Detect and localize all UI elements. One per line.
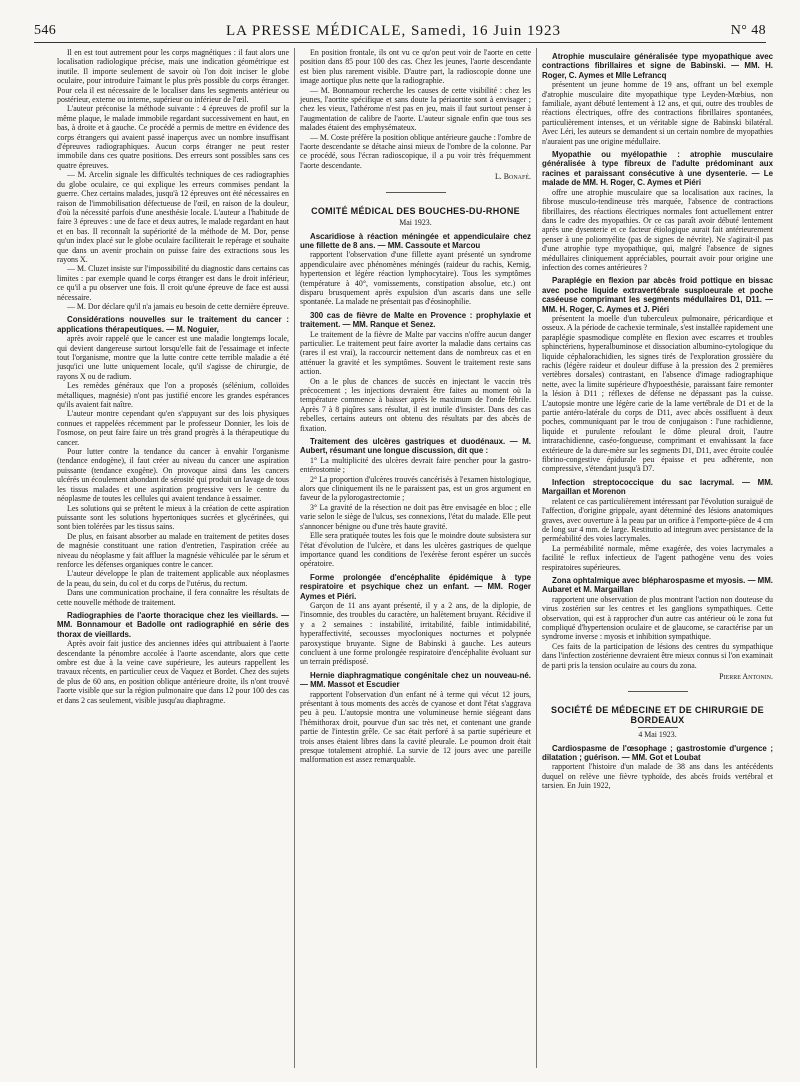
article-title: Zona ophtalmique avec blépharospasme et myosis. — MM. Aubaret et M. Margaillan <box>542 575 773 595</box>
paragraph: Ces faits de la participation de lésions des centres du sympathique dans l'infection zostérienne devraient être mieux connus si l'on examinait de parti pris la tension oculaire au cours du zona. <box>542 641 773 670</box>
paragraph: Dans une communication prochaine, il fera connaître les résultats de cette nouvelle méthode de traitement. <box>57 588 289 607</box>
article-title: Myopathie ou myélopathie : atrophie musculaire généralisée à type fibreux de l'adulte prédominant aux racines et paraissant consécutive à une dysenterie. — Le malade de MM. H. Roger, C. Aymes et Piéri <box>542 150 773 188</box>
paragraph: En position frontale, ils ont vu ce qu'on peut voir de l'aorte en cette position dans 85 pour 100 des cas. Chez les jeunes, l'aorte descendante est bien plus rarement visible. D'autre part, la radioscopie donne une image aortique plus nette que la radiographie. <box>300 48 531 86</box>
article-title: Atrophie musculaire généralisée type myopathique avec contractions fibrillaires et signe de Babinski. — MM. H. Roger, C. Aymes et Mlle Lefrancq <box>542 52 773 80</box>
page-number: 546 <box>34 23 57 38</box>
column-1 <box>52 48 294 1068</box>
paragraph: présentent la moelle d'un tuberculeux pulmonaire, péricardique et osseux. A la période de cachexie terminale, s'est installée rapidement une paraplégie spasmodique complète en flexion avec escarres et troubles sphinctériens, hyperalbuminose et dissociation albumino-cytologique du liquide céphalorachidien, les signes tirés de l'exploration grossière du rachis (légère raideur et douleur diffuse à la pression des 2 premières vertèbres dorsales) contrastant, en l'absence d'image radiographique nette, avec la limite supérieure d'hypoesthésie, paraissant faire remonter la lésion à D11 ; réflexes de défense ne dépassant pas la cuisse. L'autopsie montre une légère carie de la lame vertébrale de D1 et de la partie antéro-latérale du corps de D11, avec abcès ossifluent à deux poches, communiquant par le trou de conjugaison : l'une rachidienne, liquide et purulente refoulant le dôme pleural droit, l'autre intrarachidienne, caséo-fongueuse, comprimant et envahissant la face extérieure de la dure-mère sur les segments D1, D11, avec étroite coulée fibrino-congestive épidurale peu épaisse et peu adhérente, non compressive, s'étendant jusqu'à D7. <box>542 313 773 474</box>
paragraph: après avoir rappelé que le cancer est une maladie longtemps locale, qui devient dangereuse surtout lorsqu'elle fait de l'essaimage et infecte tout l'organisme, montre que la lutte contre cette terrible maladie a été jusqu'ici une lutte uniquement locale, qu'il s'agisse de chirurgie, de rayons X ou de radium. <box>57 334 289 381</box>
paragraph: L'auteur développe le plan de traitement applicable aux néoplasmes de la peau, du sein, du col et du corps de l'utérus, du rectum. <box>57 569 289 588</box>
paragraph: Le traitement de la fièvre de Malte par vaccins n'offre aucun danger particulier. Le traitement peut faire avorter la maladie dans certains cas (rares il est vrai), la raccourcir nettement dans de nombreux cas et en atténuer la gravité et les symptômes. Souvent le traitement reste sans action. <box>300 329 531 377</box>
paragraph: — M. Coste préfère la position oblique antérieure gauche : l'ombre de l'aorte descendante se détache ainsi mieux de l'ombre de la colonne. Par ce procédé, sous l'écran radioscopique, il a pu voir très fréquemment l'aorte descendante. <box>300 132 531 170</box>
paragraph: 1° La multiplicité des ulcères devrait faire pencher pour la gastro-entérostomie ; <box>300 455 531 475</box>
author-signature: L. Bonafé. <box>494 172 531 182</box>
article-title: Forme prolongée d'encéphalite épidémique à type respiratoire et psychique chez un enfant. — MM. Roger Aymes et Piéri. <box>300 572 531 601</box>
paragraph: rapportent l'observation d'un enfant né à terme qui vécut 12 jours, présentant à tous moments des accès de cyanose et dont l'état s'aggrava peu à peu. L'autopsie montra une volumineuse hernie siégeant dans l'hémithorax droit, pourvue d'un sac très net, et contenant une grande partie de l'intestin grêle. Ce sac était perforé à sa partie supérieure et trois anses étaient libres dans la cavité pleurale. Le poumon droit était presque totalement atrophié. La survie de 12 jours avec une pareille malformation est assez remarquable. <box>300 689 531 765</box>
paragraph: relatent ce cas particulièrement intéressant par l'évolution suraiguë de l'affection, d'origine grippale, ayant déterminé des lésions anatomiques graves, avec ouverture à la peau par un orifice à l'emporte-pièce de 4 cm de long sur 4 mm. de large. Restitutio ad integrum avec persistance de la perméabilité des voies lacrymales. <box>542 496 773 544</box>
paragraph: offre une atrophie musculaire que sa localisation aux racines, la fibrose musculo-tendineuse très marquée, l'absence de contractions fibrillaires, des réactions électriques normales font actuellement entrer dans le cadre des myopathies. Or ce cas paraît avoir débuté lentement après une dysenterie et ce facteur étiologique aurait fait antérieurement penser à une poliomyélite (pas de signes de névrite). Ne s'agirait-il pas d'une atrophie type myopathique, qui, malgré l'absence de signes médullaires cliniquement appréciables, pourrait avoir pour origine une infection des cornes antérieures ? <box>542 187 773 272</box>
column-2 <box>294 48 536 1068</box>
article-title: 300 cas de fièvre de Malte en Provence : prophylaxie et traitement. — MM. Ranque et Senez. <box>300 310 531 330</box>
author-signature: Pierre Antonin. <box>719 672 773 681</box>
header-rule <box>34 42 766 43</box>
article-title: Infection streptococcique du sac lacrymal. — MM. Margaillan et Morenon <box>542 477 773 497</box>
article-title: Ascaridiose à réaction méningée et appendiculaire chez une fillette de 8 ans. — MM. Cassoute et Marcou <box>300 231 531 250</box>
paragraph: — M. Cluzet insiste sur l'impossibilité du diagnostic dans certains cas limites : par exemple quand le corps étranger est dans le droit inférieur, ce qu'il a pu observer une fois. Il croit qu'une épreuve de face est aussi nécessaire. <box>57 264 289 302</box>
article-title: Considérations nouvelles sur le traitement du cancer : applications thérapeutiques. — M. Noguier, <box>57 315 289 334</box>
paragraph: La perméabilité normale, même exagérée, des voies lacrymales a facilité le reflux infectieux de l'agent pathogène venu des voies respiratoires supérieures. <box>542 543 773 572</box>
paragraph: 3° La gravité de la résection ne doit pas être envisagée en bloc ; elle varie selon le siège de l'ulcus, ses connexions, l'état du malade. Elle peut s'annoncer bénigne ou d'une très haute gravité. <box>300 502 531 531</box>
paragraph: — M. Dor déclare qu'il n'a jamais eu besoin de cette dernière épreuve. <box>67 301 289 311</box>
paragraph: Les remèdes généraux que l'on a proposés (sélénium, colloïdes métalliques, magnésie) n'ont pas justifié encore les grandes espérances qu'ils avaient fait naître. <box>57 381 289 410</box>
paragraph: L'auteur montre cependant qu'en s'appuyant sur des lois physiques connues et rappelées récemment par le professeur Donnier, les lois de l'osmose, on peut faire faire un très grand progrès à la thérapeutique du cancer. <box>57 409 289 447</box>
article-title: Cardiospasme de l'œsophage ; gastrostomie d'urgence ; dilatation ; guérison. — MM. Got et Loubat <box>542 743 773 763</box>
paragraph: rapportent l'histoire d'un malade de 38 ans dans les antécédents duquel on relève une fièvre typhoïde, des abcès froids vertébral et tarsien. En Juin 1922, <box>542 762 773 791</box>
section-date: Mai 1923. <box>399 218 432 228</box>
paragraph: — M. Bonnamour recherche les causes de cette visibilité : chez les jeunes, l'aortite spécifique et sans doute la périaortite sont à envisager ; chez les vieux, l'athérome n'est pas en jeu, mais il faut surtout penser à l'augmentation de calibre de l'aorte. L'auteur signale enfin que tous ses malades étaient des emphysémateux. <box>300 85 531 133</box>
article-title: Radiographies de l'aorte thoracique chez les vieillards. — MM. Bonnamour et Badolle ont radiographié en série des thorax de vieillards. <box>57 610 289 639</box>
article-title: Paraplégie en flexion par abcès froid pottique en bissac avec poche liquide extravertébrale susploeurale et poche caséeuse comprimant les segments médullaires D1, D11. — MM. H. Roger, C. Aymes et J. Piéri <box>542 276 773 314</box>
paragraph: Après avoir fait justice des anciennes idées qui attribuaient à l'aorte descendante la pénombre accolée à l'aorte ascendante, alors que cette ombre est due à la veine cave supérieure, les auteurs rappellent les travaux récents, en particulier ceux de Vaquez et Bordet. Chez des sujets de plus de 60 ans, en position oblique antérieure droite, ils n'ont trouvé l'aorte visible que sur la région pulmonaire que dans 12 pour 100 des cas et dans 2 cas seulement, visible jusqu'au diaphragme. <box>57 639 289 705</box>
article-title: Hernie diaphragmatique congénitale chez un nouveau-né. — MM. Massot et Escudier <box>300 670 531 690</box>
article-title: Traitement des ulcères gastriques et duodénaux. — M. Aubert, résumant une longue discussion, dit que : <box>300 437 531 456</box>
column-3 <box>536 48 778 1068</box>
paragraph: On a le plus de chances de succès en injectant le vaccin très précocement ; les injections devraient être faites au moment où la température commence à baisser après le maximum de l'onde fébrile. Après 7 à 8 piqûres sans résultat, il est inutile d'insister. Dans des cas rebelles, certains auteurs ont obtenu des résultats par des abcès de fixation. <box>300 376 531 433</box>
section-divider <box>628 691 688 692</box>
paragraph: rapportent l'observation d'une fillette ayant présenté un syndrome appendiculaire avec phénomènes méningés (raideur du rachis, Kernig, hypertension et légère réaction lymphocytaire). Tous les symptômes (température à 40°, vomissements, constipation absolue, etc.) ont disparu brusquement après expulsion d'un ascaris dans une selle spontanée. La malade ne présentait pas d'éosinophilie. <box>300 250 531 307</box>
section-heading: COMITÉ MÉDICAL DES BOUCHES-DU-RHONE <box>311 205 520 216</box>
paragraph: Les solutions qui se prêtent le mieux à la création de cette aspiration puissante sont les solutions hypertoniques sucrées et glycérinées, qui sont bien tolérées par les tissus sains. <box>57 503 289 532</box>
paragraph: Garçon de 11 ans ayant présenté, il y a 2 ans, de la diplopie, de l'insomnie, des troubles du caractère, un halètement bruyant. Récidive il y a 2 semaines : instabilité, irritabilité, faible intimidabilité, hyperaffectivité, secousses myocloniques nocturnes et polypnée paroxystique bruyante. Signe de Babinski à gauche. Les auteurs concluent à une forme prolongée respiratoire d'encéphalite évoluant sur un terrain prédisposé. <box>300 600 531 667</box>
section-date: 4 Mai 1923. <box>638 730 677 740</box>
paragraph: 2° La proportion d'ulcères trouvés cancérisés à l'examen histologique, alors que cliniquement ils ne le paraissent pas, est un gros argument en faveur de la pylorogastrectomie ; <box>300 474 531 503</box>
page-header <box>34 20 766 42</box>
paragraph: — M. Arcelin signale les difficultés techniques de ces radiographies du globe oculaire, ce qui explique les erreurs commises pendant la guerre. Chez certains malades, jusqu'à 12 épreuves ont été nécessaires en raison de l'immobilisation défectueuse de l'œil, en raison de la douleur, d'où la nécessité parfois d'une anesthésie locale. L'auteur a l'habitude de faire 3 épreuves : une de face et deux autres, le malade regardant en haut et en bas. Il reconnaît la supériorité de la méthode de M. Dor, pense qu'un index placé sur le globe oculaire faciliterait le repérage et souhaite que dans un avenir prochain on puisse faire des extractions sous les rayons X. <box>57 170 289 264</box>
paragraph: Elle sera pratiquée toutes les fois que le moindre doute subsistera sur l'état d'évolution de l'ulcère, et dans les ulcères gastriques de quelque importance quand les conditions de l'exérèse feront espérer un succès opératoire. <box>300 531 531 569</box>
article-columns <box>52 48 778 1068</box>
paragraph: L'auteur préconise la méthode suivante : 4 épreuves de profil sur la même plaque, le malade immobile regardant successivement en haut, en bas, à droite et à gauche. Ce procédé a permis de mettre en évidence des corps étrangers qui avaient passé inaperçus avec un nombre insuffisant d'épreuves radiographiques. Aucun corps étranger ne peut rester immobile dans ces quatre positions. Des erreurs sont possibles sans ces quatre épreuves. <box>57 104 289 170</box>
paragraph: De plus, en faisant absorber au malade en traitement de petites doses de magnésie constituant une ration d'entretien, l'aspiration créée au niveau du néoplasme y fait affluer la magnésie véhiculée par le sérum et renforce les défenses organiques contre le cancer. <box>57 531 289 569</box>
journal-title: LA PRESSE MÉDICALE, Samedi, 16 Juin 1923 <box>225 22 561 39</box>
paragraph: rapportent une observation de plus montrant l'action non douteuse du virus zostérien sur les centres et les ganglions sympathiques. Cette observation, qui est à rapprocher d'un autre cas antérieur où le zona fut compliqué d'hypertension oculaire et de glaucome, se caractérise par un syndrome inverse : myosis et inhibition sympathique. <box>542 594 773 642</box>
paragraph: Il en est tout autrement pour les corps magnétiques : il faut alors une localisation radiologique précise, mais une indication géométrique est inutile. Il importe seulement de savoir où l'on doit inciser le globe oculaire, pour introduire l'aimant le plus près possible du corps étranger. Pour cela il est nécessaire de le localiser dans les segments antérieur ou postérieur, externe ou interne, supérieur ou inférieur de l'œil. <box>57 48 289 105</box>
heading-rule <box>638 727 678 728</box>
section-heading: SOCIÉTÉ DE MÉDECINE ET DE CHIRURGIE DE BORDEAUX <box>551 705 764 725</box>
paragraph: Pour lutter contre la tendance du cancer à envahir l'organisme (tendance endogène), il faut créer au niveau du cancer une aspiration puissante (tendance exogène). On provoque ainsi dans les cancers ulcérés un écoulement abondant de sérosité qui produit un lavage de tous les tissus malades et une aspiration progressive vers le centre du néoplasme de toutes les cellules qui avaient tendance à essaimer. <box>57 447 289 504</box>
section-divider <box>386 192 446 193</box>
paragraph: présentent un jeune homme de 19 ans, offrant un bel exemple d'atrophie musculaire dite myopathique type Leyden-Mœbius, non familiale, ayant débuté lentement à 12 ans, et qui, outre des troubles de réactions électriques, offre des contractions fibrillaires spontanées, particulièrement intenses, et un véritable signe de Babinski bilatéral. Avec Léri, les auteurs se demandent si un certain nombre de myopathies n'auraient pas une origine médullaire. <box>542 80 773 146</box>
issue-number: N° 48 <box>730 23 766 38</box>
